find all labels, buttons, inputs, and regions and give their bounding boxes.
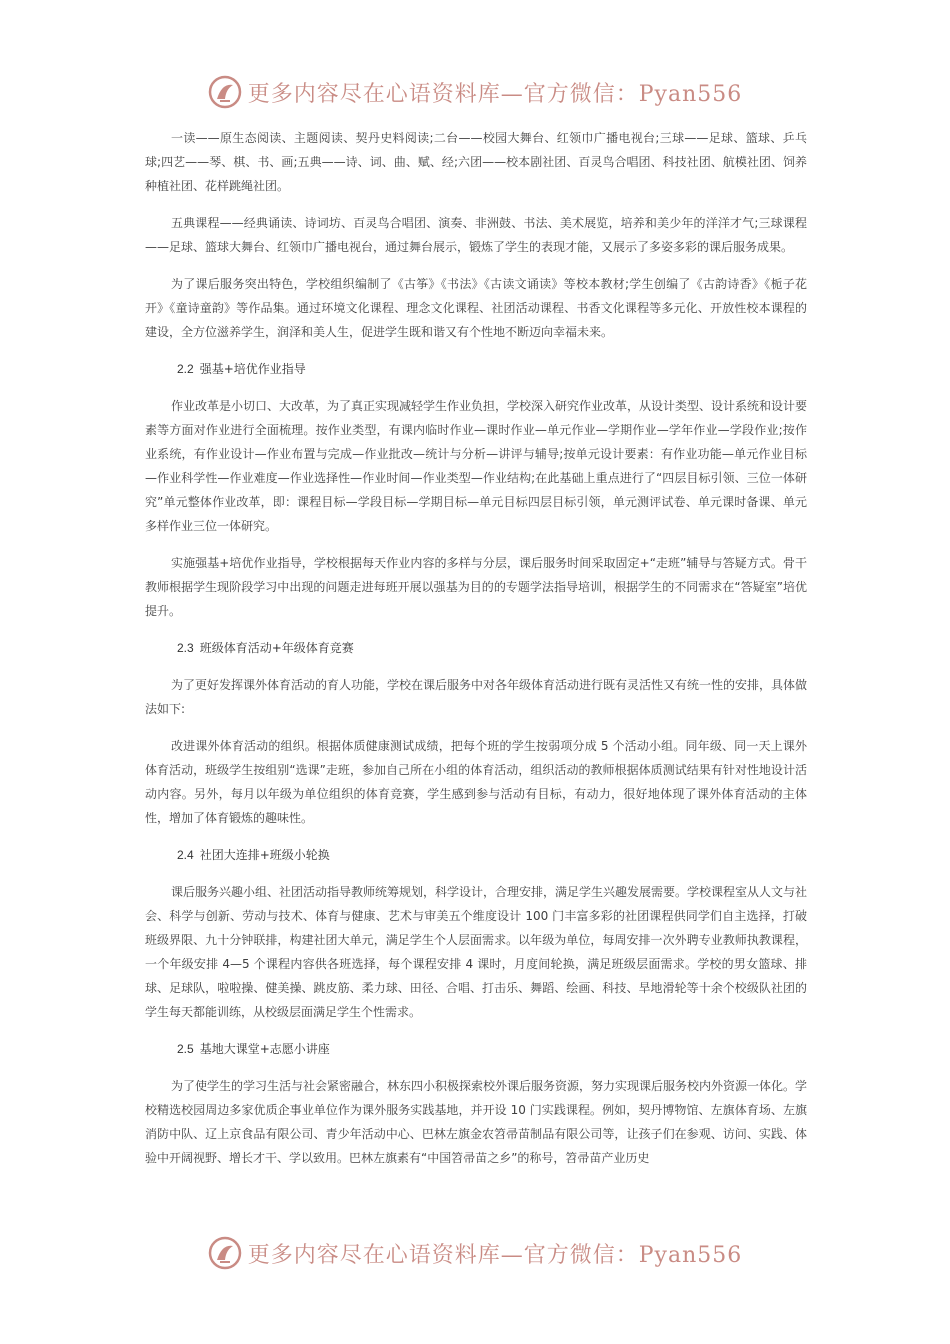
paragraph: 实施强基+培优作业指导，学校根据每天作业内容的多样与分层，课后服务时间采取固定+“走班”辅导与答疑方式。骨干教师根据学生现阶段学习中出现的问题走进每班开展以强基为目的的专题学法指导培训，根据学生的不同需求在“答疑室”培优提升。 (145, 556, 807, 618)
section-heading-2-3 (145, 636, 807, 660)
paragraph: 作业改革是小切口、大改革，为了真正实现减轻学生作业负担，学校深入研究作业改革，从设计类型、设计系统和设计要素等方面对作业进行全面梳理。按作业类型，有课内临时作业—课时作业—单元作业—学期作业—学年作业—学段作业;按作业系统，有作业设计—作业布置与完成—作业批改—统计与分析—讲评与辅导;按单元设计要素：有作业功能—单元作业目标—作业科学性—作业难度—作业选择性—作业时间—作业类型—作业结构;在此基础上重点进行了“四层目标引领、三位一体研究”单元整体作业改革，即：课程目标—学段目标—学期目标—单元目标四层目标引领，单元测评试卷、单元课时备课、单元多样作业三位一体研究。 (145, 399, 808, 533)
section-heading-2-5 (145, 1037, 807, 1061)
header-banner (0, 70, 950, 114)
paragraph: 五典课程——经典诵读、诗词坊、百灵鸟合唱团、演奏、非洲鼓、书法、美术展览，培养和美少年的洋洋才气;三球课程——足球、篮球大舞台、红领巾广播电视台，通过舞台展示，锻炼了学生的表现才能，又展示了多姿多彩的课后服务成果。 (145, 216, 807, 254)
section-number: 2.3 (177, 641, 194, 655)
paragraph: 为了使学生的学习生活与社会紧密融合，林东四小积极探索校外课后服务资源，努力实现课后服务校内外资源一体化。学校精选校园周边多家优质企事业单位作为课外服务实践基地，并开设 10 门实践课程。例如，契丹博物馆、左旗体育场、左旗消防中队、辽上京食品有限公司、青少年活动中心、巴林左旗金农笤帚苗制品有限公司等，让孩子们在参观、访问、实践、体验中开阔视野、增长才干、学以致用。巴林左旗素有“中国笤帚苗之乡”的称号，笤帚苗产业历史 (145, 1079, 808, 1165)
section-title: 社团大连排+班级小轮换 (199, 848, 330, 862)
paragraph: 课后服务兴趣小组、社团活动指导教师统筹规划，科学设计，合理安排，满足学生兴趣发展需要。学校课程室从人文与社会、科学与创新、劳动与技术、体育与健康、艺术与审美五个维度设计 100 门丰富多彩的社团课程供同学们自主选择，打破班级界限、九十分钟联排，构建社团大单元，满足学生个人层面需求。以年级为单位，每周安排一次外聘专业教师执教课程，一个年级安排 4—5 个课程内容供各班选择，每个课程安排 4 课时，月度间轮换，满足班级层面需求。学校的男女篮球、排球、足球队，啦啦操、健美操、跳皮筋、柔力球、田径、合唱、打击乐、舞蹈、绘画、科技、旱地滑轮等十余个校级队社团的学生每天都能训练，从校级层面满足学生个性需求。 (145, 885, 808, 1019)
paragraph: 一读——原生态阅读、主题阅读、契丹史料阅读;二台——校园大舞台、红领巾广播电视台;三球——足球、篮球、乒乓球;四艺——琴、棋、书、画;五典——诗、词、曲、赋、经;六团——校本剧社团、百灵鸟合唱团、科技社团、航模社团、饲养种植社团、花样跳绳社团。 (145, 131, 807, 193)
section-number: 2.5 (177, 1042, 194, 1056)
brand-logo-icon (208, 75, 242, 109)
footer-banner (0, 1231, 950, 1275)
banner-text: 更多内容尽在心语资料库—官方微信：Pyan556 (247, 1242, 743, 1268)
section-title: 基地大课堂+志愿小讲座 (199, 1042, 330, 1056)
paragraph: 改进课外体育活动的组织。根据体质健康测试成绩，把每个班的学生按弱项分成 5 个活动小组。同年级、同一天上课外体育活动，班级学生按组别“选课”走班，参加自己所在小组的体育活动，组织活动的教师根据体质测试结果有针对性地设计活动内容。另外，每月以年级为单位组织的体育竞赛，学生感到参与活动有目标，有动力，很好地体现了课外体育活动的主体性，增加了体育锻炼的趣味性。 (145, 739, 807, 825)
section-title: 强基+培优作业指导 (199, 362, 306, 376)
document-body (145, 126, 807, 1183)
section-number: 2.4 (177, 848, 194, 862)
section-number: 2.2 (177, 362, 194, 376)
paragraph: 为了更好发挥课外体育活动的育人功能，学校在课后服务中对各年级体育活动进行既有灵活性又有统一性的安排，具体做法如下: (145, 678, 808, 716)
brand-logo-icon (208, 1236, 242, 1270)
section-heading-2-4 (145, 843, 807, 867)
section-heading-2-2 (145, 357, 807, 381)
banner-text: 更多内容尽在心语资料库—官方微信：Pyan556 (247, 81, 743, 107)
paragraph: 为了课后服务突出特色，学校组织编制了《古筝》《书法》《古读文诵读》等校本教材;学生创编了《古韵诗香》《栀子花开》《童诗童韵》等作品集。通过环境文化课程、理念文化课程、社团活动课程、书香文化课程等多元化、开放性校本课程的建设，全方位滋养学生，润泽和美人生，促进学生既和谐又有个性地不断迈向幸福未来。 (145, 277, 807, 339)
section-title: 班级体育活动+年级体育竞赛 (199, 641, 354, 655)
